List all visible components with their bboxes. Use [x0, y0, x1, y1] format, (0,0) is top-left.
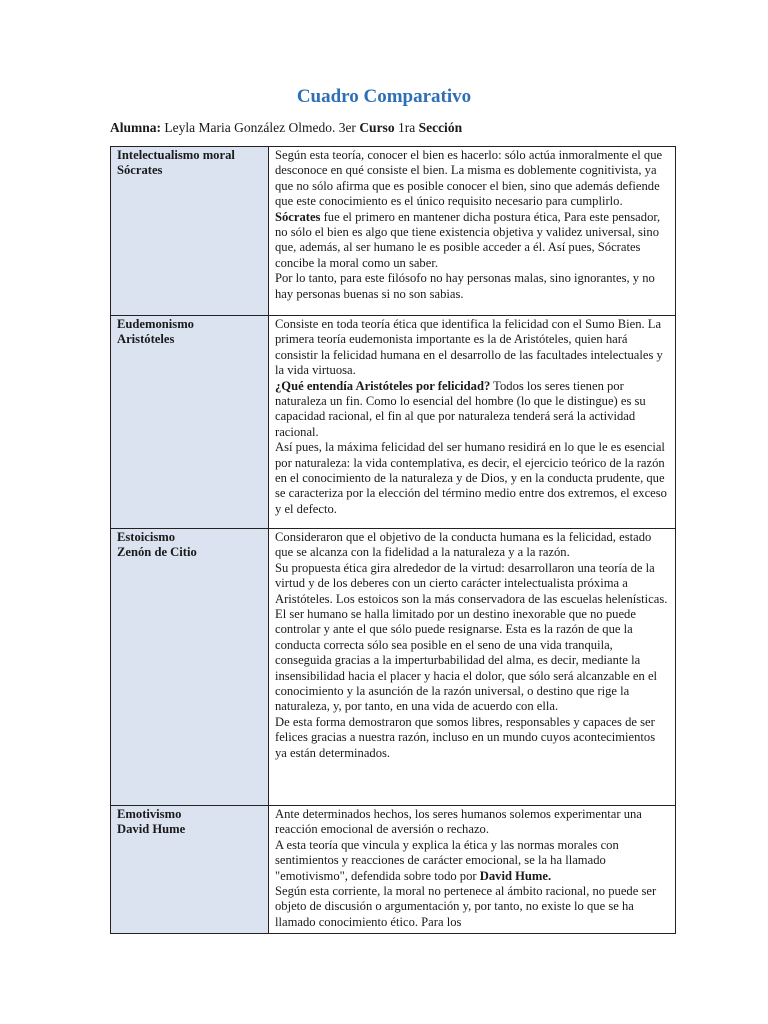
alumna-name: Leyla Maria González Olmedo. 3er	[161, 120, 360, 135]
theory-name: Intelectualismo moral	[117, 148, 235, 162]
table-row	[111, 147, 676, 316]
table-row	[111, 806, 676, 934]
theory-name: Eudemonismo	[117, 317, 194, 331]
row-label-cell	[111, 806, 269, 934]
alumna-label: Alumna:	[110, 120, 162, 135]
paragraph: Así pues, la máxima felicidad del ser humano residirá en lo que le es esencial por naturaleza: la vida contemplativa, es decir, el ejercicio teórico de la razón en el conocimiento de la naturaleza y de Dios, y en la conducta prudente, que se caracteriza por la elección del término medio entre dos extremos, el exceso y el defecto.	[275, 440, 667, 516]
paragraph: Según esta teoría, conocer el bien es hacerlo: sólo actúa inmoralmente el que desconoce en qué consiste el bien. La misma es doblemente cognitivista, ya que no sólo afirma que es posible conocer el bien, sino que además defiende que este conocimiento es el único requisito necesario para cumplirlo.	[275, 148, 663, 209]
author-name: David Hume	[117, 822, 186, 837]
paragraph: Según esta corriente, la moral no pertenece al ámbito racional, no puede ser objeto de discusión o argumentación y, por tanto, no existe lo que se ha llamado conocimiento ético. Para los	[275, 884, 657, 929]
paragraph-text: A esta teoría que vincula y explica la ética y las normas morales con sentimientos y reacciones de carácter emocional, se la ha llamado "emotivismo", defendida sobre todo por	[275, 837, 619, 883]
curso-label: Curso	[359, 120, 395, 135]
author-name: Sócrates	[117, 163, 163, 178]
bold-text: David Hume.	[479, 868, 552, 883]
row-content-cell	[269, 147, 676, 316]
comparison-table	[110, 146, 676, 934]
paragraph: De esta forma demostraron que somos libres, responsables y capaces de ser felices gracias a nuestra razón, incluso en un mundo cuyos acontecimientos ya están determinados.	[275, 714, 656, 760]
paragraph: Por lo tanto, para este filósofo no hay personas malas, sino ignorantes, y no hay personas buenas si no son sabias.	[275, 271, 655, 301]
row-content-cell	[269, 806, 676, 934]
author-name: Zenón de Citio	[117, 545, 197, 560]
paragraph-text: fue el primero en mantener dicha postura ética, Para este pensador, no sólo el bien es algo que tiene existencia objetiva y validez universal, sino que, además, al ser humano le es posible acceder a él. Así pues, Sócrates concibe la moral como un saber.	[275, 209, 661, 270]
curso-value: 1ra	[394, 120, 419, 135]
row-label-cell	[111, 529, 269, 806]
row-content-cell	[269, 529, 676, 806]
document-title: Cuadro Comparativo	[296, 86, 472, 107]
student-info	[110, 120, 462, 136]
theory-name: Emotivismo	[117, 807, 182, 821]
table-row	[111, 529, 676, 806]
table-row	[111, 316, 676, 529]
bold-text: Sócrates	[275, 209, 321, 224]
theory-name: Estoicismo	[117, 530, 176, 544]
row-label-cell	[111, 147, 269, 316]
row-label-cell	[111, 316, 269, 529]
paragraph: Consiste en toda teoría ética que identifica la felicidad con el Sumo Bien. La primera teoría eudemonista importante es la de Aristóteles, quien hará consistir la felicidad humana en el desarrollo de las facultades intelectuales y la vida virtuosa.	[275, 317, 663, 378]
paragraph	[275, 210, 670, 272]
paragraph	[275, 379, 670, 441]
paragraph-text: Todos los seres tienen por naturaleza un fin. Como lo esencial del hombre (lo que le distingue) es su capacidad racional, el fin al que por naturaleza tenderá será la actividad racional.	[275, 378, 646, 439]
paragraph: Su propuesta ética gira alrededor de la virtud: desarrollaron una teoría de la virtud y de los deberes con un cierto carácter intelectualista próxima a Aristóteles. Los estoicos son la más conservadora de las escuelas helenísticas.	[275, 560, 668, 606]
paragraph: Ante determinados hechos, los seres humanos solemos experimentar una reacción emocional de aversión o rechazo.	[275, 807, 642, 837]
author-name: Aristóteles	[117, 332, 175, 347]
paragraph: Consideraron que el objetivo de la conducta humana es la felicidad, estado que se alcanza con la fidelidad a la naturaleza y a la razón.	[275, 530, 652, 560]
seccion-label: Sección	[418, 120, 463, 135]
paragraph: El ser humano se halla limitado por un destino inexorable que no puede controlar y ante el que sólo puede resignarse. Esta es la razón de que la conducta correcta sólo sea posible en el seno de una vida tranquila, conseguida gracias a la imperturbabilidad del alma, es decir, mediante la insensibilidad hacia el placer y hacia el dolor, que sólo será alcanzable en el conocimiento y la asunción de la razón universal, o destino que rige la naturaleza, y, por tanto, en una vida de acuerdo con ella.	[275, 607, 658, 714]
row-content-cell	[269, 316, 676, 529]
paragraph	[275, 838, 670, 884]
bold-text: ¿Qué entendía Aristóteles por felicidad?	[275, 378, 491, 393]
